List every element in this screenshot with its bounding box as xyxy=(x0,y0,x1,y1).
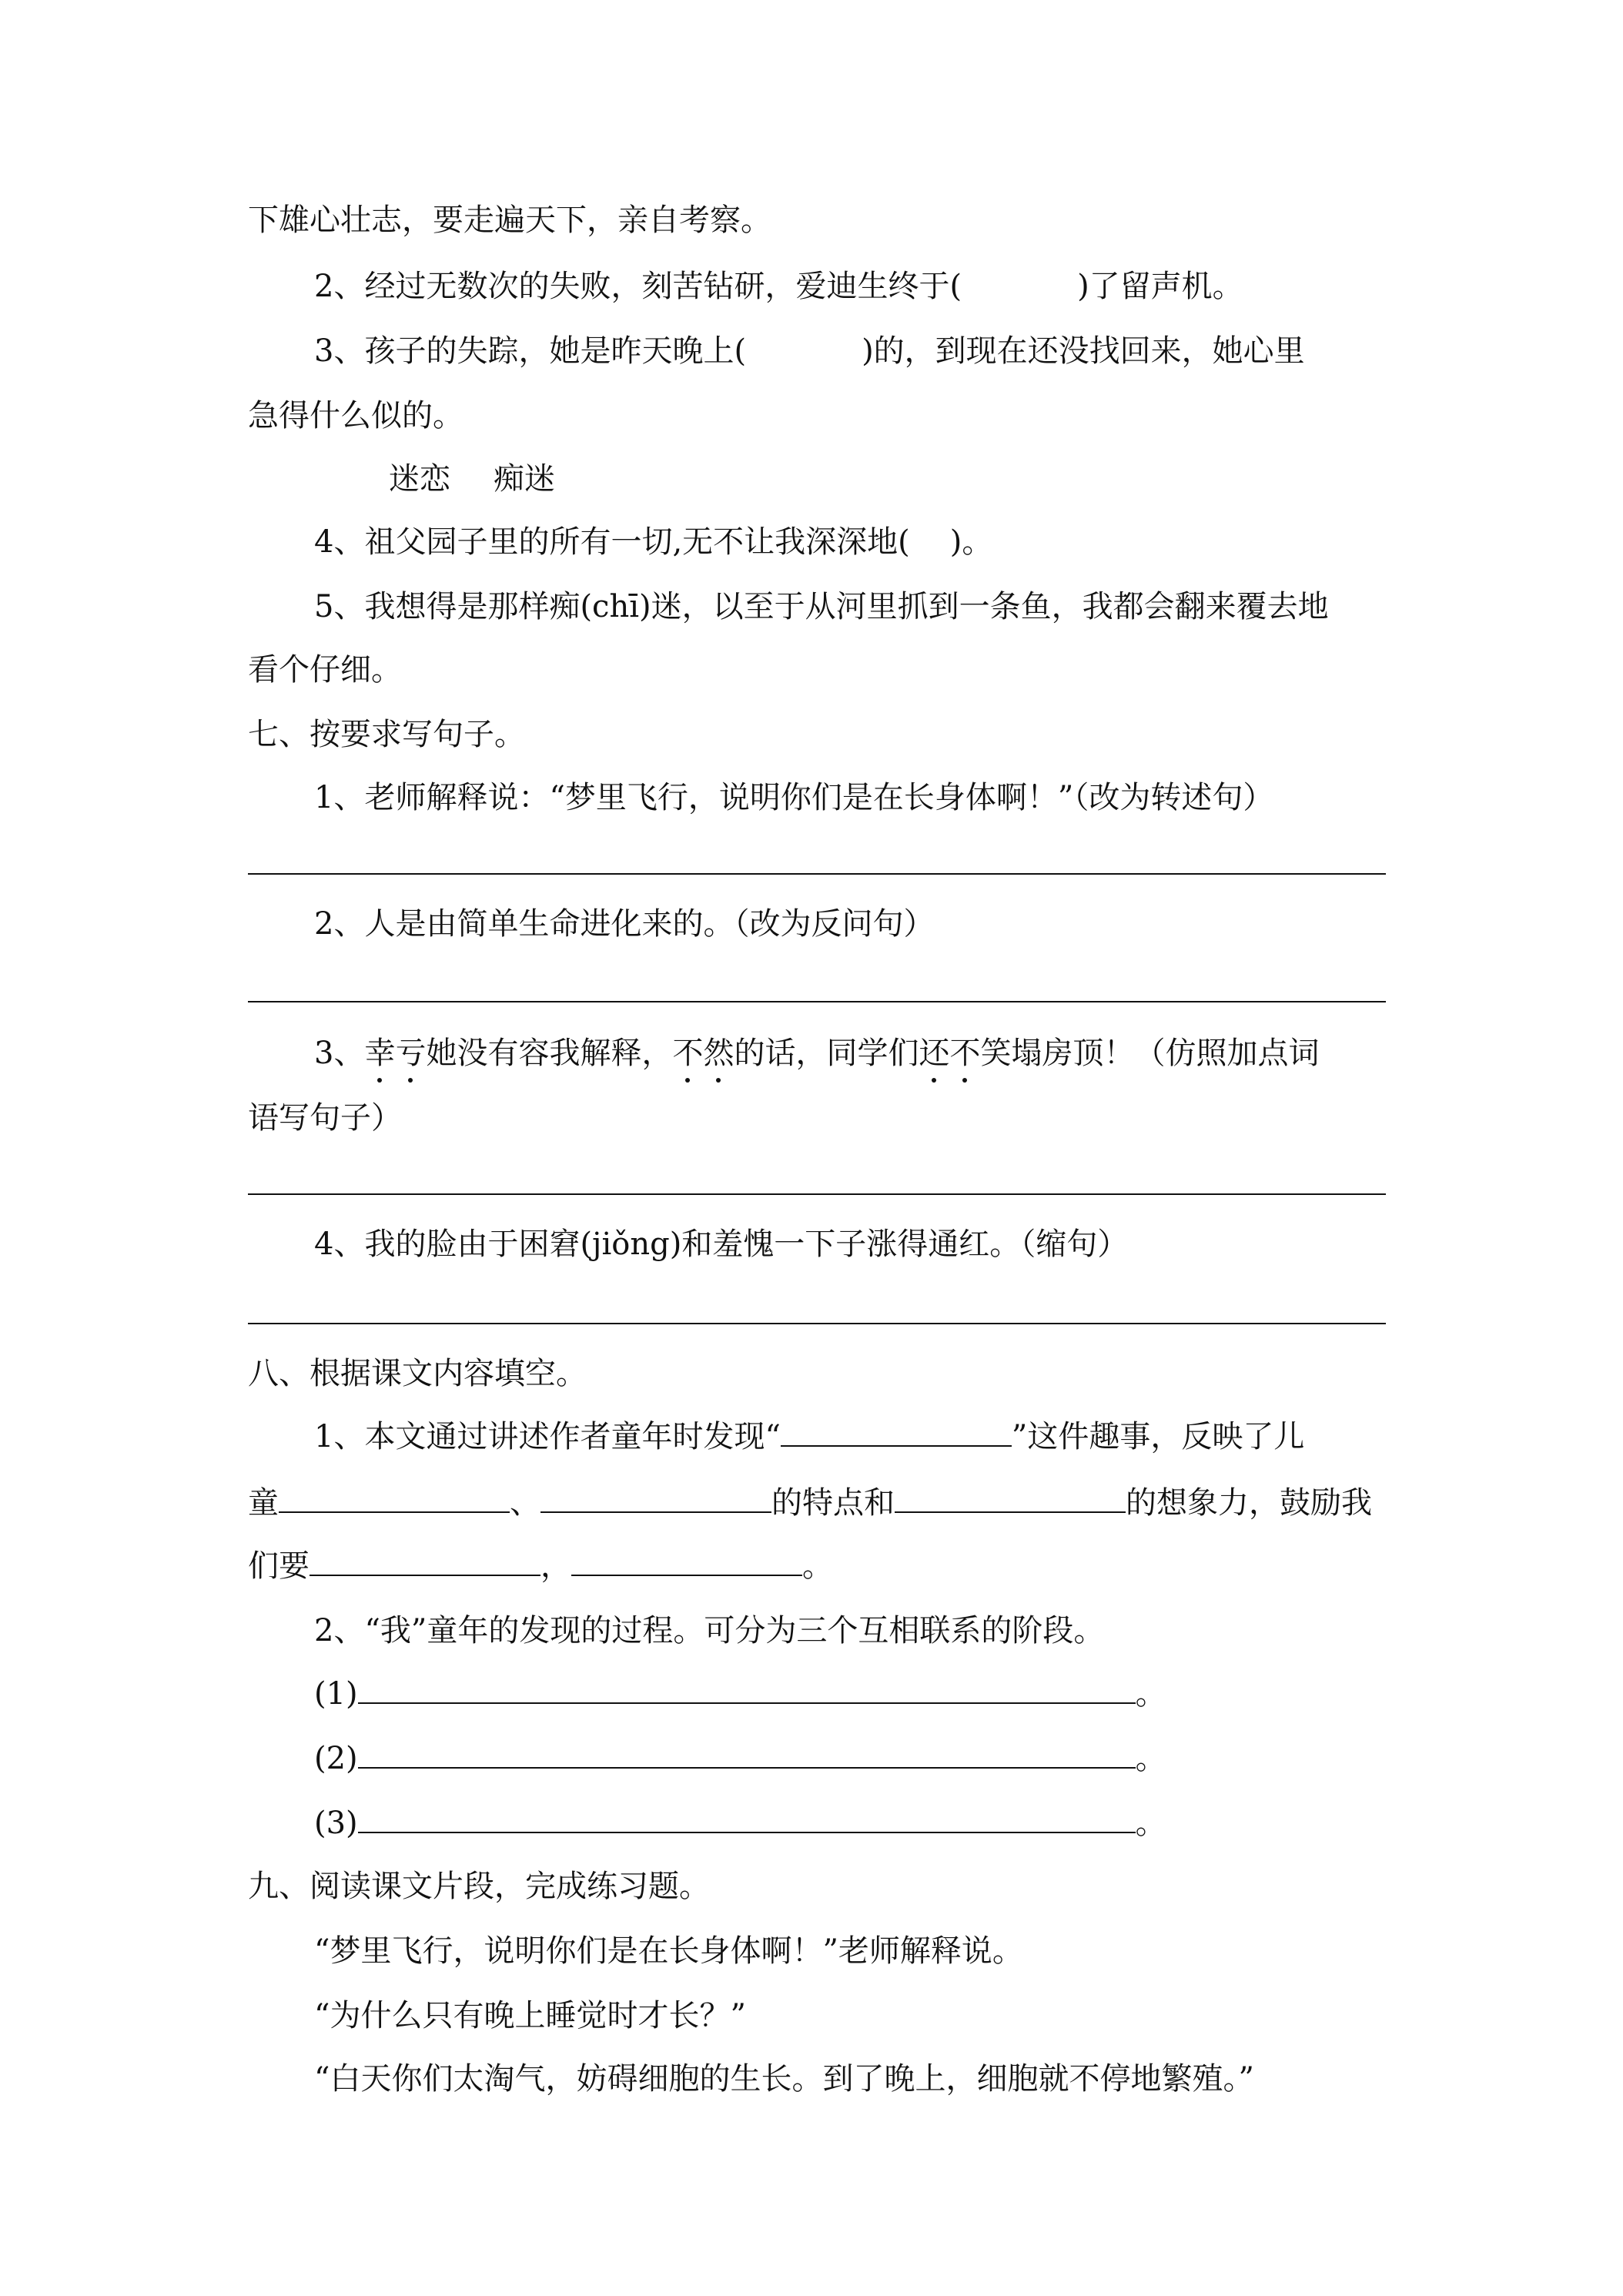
section-heading: 八、根据课文内容填空。 xyxy=(248,1356,587,1391)
question-text: 童 xyxy=(248,1485,279,1521)
stage-line xyxy=(314,1802,1384,1845)
question-line: 4、我的脸由于困窘(jiǒng)和羞愧一下子涨得通红。（缩句） xyxy=(314,1227,1129,1262)
question-line xyxy=(314,520,1384,564)
fill-blank[interactable] xyxy=(310,1548,540,1576)
question-line: 2、“我”童年的发现的过程。可分为三个互相联系的阶段。 xyxy=(314,1613,1105,1648)
question-text: 。 xyxy=(1135,1741,1166,1776)
question-line xyxy=(314,1032,1384,1075)
question-line xyxy=(314,1415,1384,1458)
word-choices xyxy=(389,457,1384,500)
question-text: ， xyxy=(540,1548,571,1584)
question-text: 笑塌房顶！（仿照加点词 xyxy=(980,1036,1320,1071)
stage-line xyxy=(314,1672,1384,1715)
question-text: 、 xyxy=(510,1485,540,1521)
fill-blank[interactable] xyxy=(571,1548,802,1576)
question-line: 2、人是由简单生命进化来的。（改为反问句） xyxy=(314,906,935,942)
text-line: 语写句子） xyxy=(248,1100,402,1136)
text-line: 看个仔细。 xyxy=(248,652,402,688)
text-line: 急得什么似的。 xyxy=(248,398,463,433)
question-line: 5、我想得是那样痴(chī)迷，以至于从河里抓到一条鱼，我都会翻来覆去地 xyxy=(314,589,1329,624)
stage-number: (1) xyxy=(314,1676,358,1712)
section-heading: 七、按要求写句子。 xyxy=(248,717,525,752)
word-choice: 痴迷 xyxy=(494,461,555,497)
fill-blank[interactable] xyxy=(358,1741,1136,1769)
section-heading: 九、阅读课文片段，完成练习题。 xyxy=(248,1869,710,1904)
question-text: 2、经过无数次的失败，刻苦钻研，爱迪生终于( xyxy=(314,269,962,304)
answer-line[interactable] xyxy=(248,1001,1386,1002)
question-text: 的特点和 xyxy=(771,1485,895,1521)
fill-blank[interactable] xyxy=(895,1485,1126,1513)
answer-line[interactable] xyxy=(248,873,1386,875)
passage-line: “白天你们太淘气，妨碍细胞的生长。到了晚上，细胞就不停地繁殖。” xyxy=(314,2061,1254,2097)
question-line: 1、老师解释说：“梦里飞行，说明你们是在长身体啊！”（改为转述句） xyxy=(314,780,1274,815)
question-text: 。 xyxy=(802,1548,833,1584)
question-text: 3、孩子的失踪，她是昨天晚上( xyxy=(314,333,747,369)
fill-blank[interactable] xyxy=(540,1485,771,1513)
question-text: 的想象力，鼓励我 xyxy=(1126,1485,1372,1521)
question-text: 1、本文通过讲述作者童年时发现“ xyxy=(314,1419,781,1454)
dotted-char: 然 xyxy=(703,1032,734,1075)
stage-number: (2) xyxy=(314,1741,358,1776)
dotted-char: 不 xyxy=(949,1032,980,1075)
question-line xyxy=(314,265,1384,308)
question-line xyxy=(314,330,1384,373)
stage-number: (3) xyxy=(314,1806,358,1841)
question-text: 的话，同学们 xyxy=(734,1036,919,1071)
fill-blank[interactable] xyxy=(358,1676,1136,1704)
text-line: 下雄心壮志，要走遍天下，亲自考察。 xyxy=(248,202,771,238)
question-text: 3、 xyxy=(314,1036,365,1071)
question-text: 们要 xyxy=(248,1548,310,1584)
answer-line[interactable] xyxy=(248,1323,1386,1324)
question-text: 。 xyxy=(1135,1676,1166,1712)
passage-line: “梦里飞行，说明你们是在长身体啊！”老师解释说。 xyxy=(314,1933,1023,1969)
answer-line[interactable] xyxy=(248,1193,1386,1195)
dotted-char: 还 xyxy=(919,1032,949,1075)
fill-blank[interactable] xyxy=(279,1485,510,1513)
stage-line xyxy=(314,1737,1384,1780)
dotted-char: 亏 xyxy=(395,1032,426,1075)
dotted-char: 幸 xyxy=(364,1032,395,1075)
question-text: 4、祖父园子里的所有一切,无不让我深深地( xyxy=(314,524,910,560)
word-choice: 迷恋 xyxy=(389,461,450,497)
question-text: 她没有容我解释， xyxy=(426,1036,673,1071)
fill-blank[interactable] xyxy=(358,1806,1136,1833)
question-text: )。 xyxy=(949,524,993,560)
question-text: )了留声机。 xyxy=(1077,269,1243,304)
question-text: ”这件趣事，反映了儿 xyxy=(1011,1419,1305,1454)
passage-line: “为什么只有晚上睡觉时才长？” xyxy=(314,1998,746,2033)
fill-blank[interactable] xyxy=(781,1419,1012,1447)
dotted-char: 不 xyxy=(672,1032,703,1075)
question-text: )的，到现在还没找回来，她心里 xyxy=(862,333,1305,369)
question-line xyxy=(248,1481,1384,1525)
question-line xyxy=(248,1545,1384,1588)
question-text: 。 xyxy=(1135,1806,1166,1841)
